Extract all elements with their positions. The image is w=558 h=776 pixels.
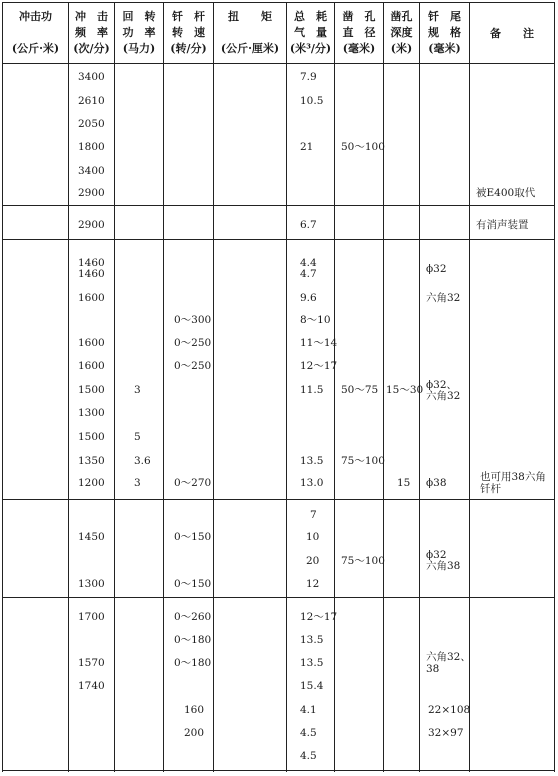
header-frequency: 冲 击 (75, 10, 108, 23)
cell-frequency: 1200 (78, 477, 105, 489)
header-torque: 扭 矩 (228, 10, 272, 23)
header-diameter: 凿 孔 (342, 10, 376, 23)
cell-air: 6.7 (300, 219, 317, 231)
header-frequency-unit: (次/分) (73, 42, 110, 55)
cell-air: 7 (310, 509, 317, 521)
group-rule (2, 499, 554, 500)
cell-frequency: 1800 (78, 141, 105, 153)
cell-air: 10 (306, 531, 320, 543)
cell-power: 3 (134, 477, 141, 489)
cell-speed: 160 (184, 704, 205, 716)
group-rule (2, 205, 554, 206)
header-rot-power-unit: (马力) (122, 42, 156, 55)
col-rule (68, 2, 69, 772)
cell-shank: 22×108 (428, 704, 471, 716)
header-depth: 深度 (390, 26, 413, 39)
header-impact-energy: 冲击功 (19, 10, 52, 23)
cell-speed: 0～250 (174, 337, 212, 349)
cell-air: 13.5 (300, 634, 324, 646)
cell-frequency: 1500 (78, 384, 105, 396)
cell-air: 9.6 (300, 292, 317, 304)
cell-diameter: 75～100 (341, 555, 385, 567)
cell-depth: 15 (397, 477, 411, 489)
cell-diameter: 75～100 (341, 455, 385, 467)
cell-shank: ϕ32、 (426, 379, 458, 391)
header-depth: 凿孔 (390, 10, 413, 23)
cell-shank: 六角38 (426, 560, 461, 572)
cell-air: 12～17 (300, 611, 338, 623)
group-rule (2, 597, 554, 598)
cell-air: 8～10 (300, 314, 331, 326)
cell-frequency: 2900 (78, 187, 105, 199)
cell-air: 21 (300, 141, 314, 153)
header-rot-speed: 转 速 (172, 26, 205, 39)
cell-air: 13.5 (300, 455, 324, 467)
cell-speed: 0～150 (174, 578, 212, 590)
cell-air: 4.4 (300, 257, 317, 269)
cell-speed: 0～150 (174, 531, 212, 543)
col-rule (114, 2, 115, 772)
cell-diameter: 50～100 (341, 141, 385, 153)
cell-air: 11～14 (300, 337, 338, 349)
cell-note: 钎杆 (480, 483, 501, 495)
header-shank: 规 格 (428, 26, 461, 39)
cell-note: 有消声装置 (476, 219, 529, 231)
cell-frequency: 1300 (78, 407, 105, 419)
cell-shank: 32×97 (428, 727, 464, 739)
cell-frequency: 2610 (78, 95, 105, 107)
cell-frequency: 3400 (78, 165, 105, 177)
header-frequency: 频 率 (75, 26, 108, 39)
cell-frequency: 1600 (78, 360, 105, 372)
cell-frequency: 1450 (78, 531, 105, 543)
header-depth-unit: (米) (390, 42, 413, 55)
header-impact-energy-unit: (公斤·米) (11, 42, 60, 55)
cell-speed: 0～250 (174, 360, 212, 372)
cell-shank: 六角32 (426, 390, 461, 402)
cell-air: 4.7 (300, 268, 317, 280)
header-torque-unit: (公斤·厘米) (220, 42, 280, 55)
col-rule (554, 2, 555, 772)
header-air-unit: (米³/分) (289, 42, 332, 55)
cell-air: 11.5 (300, 384, 324, 396)
cell-frequency: 1700 (78, 611, 105, 623)
header-rule (2, 63, 554, 64)
cell-note: 也可用38六角 (480, 471, 546, 483)
cell-air: 12 (306, 578, 320, 590)
col-rule (163, 2, 164, 772)
cell-air: 20 (306, 555, 320, 567)
cell-air: 4.1 (300, 704, 317, 716)
cell-speed: 0～260 (174, 611, 212, 623)
cell-speed: 0～270 (174, 477, 212, 489)
cell-frequency: 2050 (78, 118, 105, 130)
cell-shank: 38 (426, 663, 440, 675)
cell-shank: ϕ32 (426, 263, 447, 275)
cell-frequency: 1600 (78, 292, 105, 304)
col-rule (383, 2, 384, 772)
cell-frequency: 3400 (78, 71, 105, 83)
cell-diameter: 50～75 (341, 384, 379, 396)
header-diameter: 直 径 (342, 26, 376, 39)
cell-air: 13.5 (300, 657, 324, 669)
cell-frequency: 1500 (78, 431, 105, 443)
cell-power: 5 (134, 431, 141, 443)
cell-power: 3 (134, 384, 141, 396)
header-shank-unit: (毫米) (428, 42, 461, 55)
cell-depth: 15～30 (386, 384, 424, 396)
row-rule (2, 2, 554, 3)
col-rule (334, 2, 335, 772)
header-rot-speed-unit: (转/分) (170, 42, 207, 55)
cell-frequency: 1460 (78, 257, 105, 269)
header-air: 气 量 (294, 26, 327, 39)
cell-speed: 0～180 (174, 634, 212, 646)
header-shank: 钎 尾 (428, 10, 461, 23)
cell-power: 3.6 (134, 455, 151, 467)
cell-air: 12～17 (300, 360, 338, 372)
cell-note: 被E400取代 (476, 187, 536, 199)
header-notes: 备 注 (490, 27, 534, 40)
cell-air: 4.5 (300, 750, 317, 762)
cell-shank: ϕ38 (426, 477, 447, 489)
col-rule (286, 2, 287, 772)
cell-frequency: 1740 (78, 680, 105, 692)
cell-frequency: 1460 (78, 268, 105, 280)
header-rot-power: 回 转 (122, 10, 156, 23)
header-diameter-unit: (毫米) (342, 42, 376, 55)
cell-frequency: 1300 (78, 578, 105, 590)
cell-frequency: 1350 (78, 455, 105, 467)
bottom-rule (2, 770, 554, 771)
cell-speed: 0～300 (174, 314, 212, 326)
col-rule (213, 2, 214, 772)
cell-air: 4.5 (300, 727, 317, 739)
col-rule (2, 2, 3, 772)
cell-frequency: 2900 (78, 219, 105, 231)
cell-shank: 六角32、 (426, 651, 471, 663)
cell-frequency: 1600 (78, 337, 105, 349)
header-air: 总 耗 (294, 10, 327, 23)
cell-air: 7.9 (300, 71, 317, 83)
group-rule (2, 239, 554, 240)
cell-air: 10.5 (300, 95, 324, 107)
cell-frequency: 1570 (78, 657, 105, 669)
header-rot-speed: 钎 杆 (172, 10, 205, 23)
cell-speed: 0～180 (174, 657, 212, 669)
header-rot-power: 功 率 (122, 26, 156, 39)
cell-air: 13.0 (300, 477, 324, 489)
cell-shank: ϕ32 (426, 549, 447, 561)
cell-speed: 200 (184, 727, 205, 739)
cell-air: 15.4 (300, 680, 324, 692)
cell-shank: 六角32 (426, 292, 461, 304)
